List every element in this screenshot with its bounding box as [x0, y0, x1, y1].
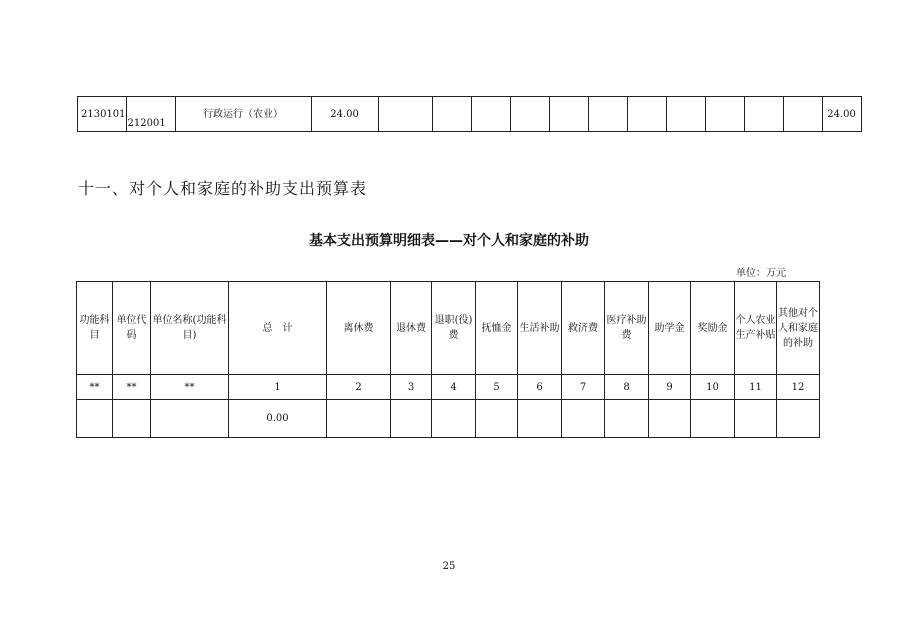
empty-cell — [432, 400, 476, 438]
data-row — [77, 400, 820, 438]
index-cell: ** — [151, 375, 229, 400]
header-pension: 抚恤金 — [476, 282, 518, 375]
index-cell: 4 — [432, 375, 476, 400]
empty-cell — [691, 400, 735, 438]
header-row — [77, 282, 820, 375]
empty-cell — [627, 97, 666, 132]
func-code-cell: 2130101 — [78, 97, 127, 132]
empty-cell — [476, 400, 518, 438]
total-cell: 24.00 — [822, 97, 861, 132]
empty-cell — [705, 97, 744, 132]
header-living-subsidy: 生活补助 — [518, 282, 562, 375]
header-award: 奖励金 — [691, 282, 735, 375]
index-cell: ** — [77, 375, 113, 400]
empty-cell — [432, 97, 471, 132]
subsidy-table — [76, 281, 820, 438]
empty-cell — [562, 400, 605, 438]
header-unit-name: 单位名称(功能科目) — [151, 282, 229, 375]
page-number: 25 — [442, 561, 456, 572]
header-resignation: 退职(役)费 — [432, 282, 476, 375]
name-cell: 行政运行（农业） — [175, 97, 311, 132]
header-relief: 救济费 — [562, 282, 605, 375]
table-title: 基本支出预算明细表——对个人和家庭的补助 — [309, 233, 589, 249]
header-unit-code: 单位代码 — [113, 282, 151, 375]
unit-code-cell: 212001 — [126, 97, 175, 132]
index-cell: 10 — [691, 375, 735, 400]
index-row — [77, 375, 820, 400]
top-table-fragment — [77, 96, 862, 132]
empty-cell — [378, 97, 432, 132]
header-func-subject: 功能科目 — [77, 282, 113, 375]
empty-cell — [588, 97, 627, 132]
empty-cell — [666, 97, 705, 132]
empty-cell — [510, 97, 549, 132]
header-stipend: 助学金 — [649, 282, 691, 375]
header-total: 总 计 — [229, 282, 327, 375]
index-cell: 12 — [777, 375, 820, 400]
empty-cell — [605, 400, 649, 438]
header-agri-subsidy: 个人农业生产补贴 — [735, 282, 777, 375]
empty-cell — [518, 400, 562, 438]
header-retirement-lixiu: 离休费 — [327, 282, 391, 375]
empty-cell — [783, 97, 822, 132]
index-cell: 9 — [649, 375, 691, 400]
index-cell: 5 — [476, 375, 518, 400]
empty-cell — [391, 400, 432, 438]
top-table-row — [78, 97, 862, 132]
index-cell: 6 — [518, 375, 562, 400]
total-value-cell: 0.00 — [229, 400, 327, 438]
index-cell: 2 — [327, 375, 391, 400]
index-cell: 11 — [735, 375, 777, 400]
index-cell: 7 — [562, 375, 605, 400]
empty-cell — [744, 97, 783, 132]
amount-cell: 24.00 — [311, 97, 378, 132]
unit-label: 单位：万元 — [736, 268, 786, 279]
index-cell: 3 — [391, 375, 432, 400]
index-cell: 8 — [605, 375, 649, 400]
index-cell: 1 — [229, 375, 327, 400]
empty-cell — [735, 400, 777, 438]
empty-cell — [471, 97, 510, 132]
section-heading: 十一、对个人和家庭的补助支出预算表 — [78, 179, 368, 198]
empty-cell — [777, 400, 820, 438]
header-retirement-tuixiu: 退休费 — [391, 282, 432, 375]
empty-cell — [649, 400, 691, 438]
empty-cell — [327, 400, 391, 438]
empty-cell — [113, 400, 151, 438]
empty-cell — [549, 97, 588, 132]
index-cell: ** — [113, 375, 151, 400]
empty-cell — [77, 400, 113, 438]
header-medical-subsidy: 医疗补助费 — [605, 282, 649, 375]
empty-cell — [151, 400, 229, 438]
header-other-subsidy: 其他对个人和家庭的补助 — [777, 282, 820, 375]
